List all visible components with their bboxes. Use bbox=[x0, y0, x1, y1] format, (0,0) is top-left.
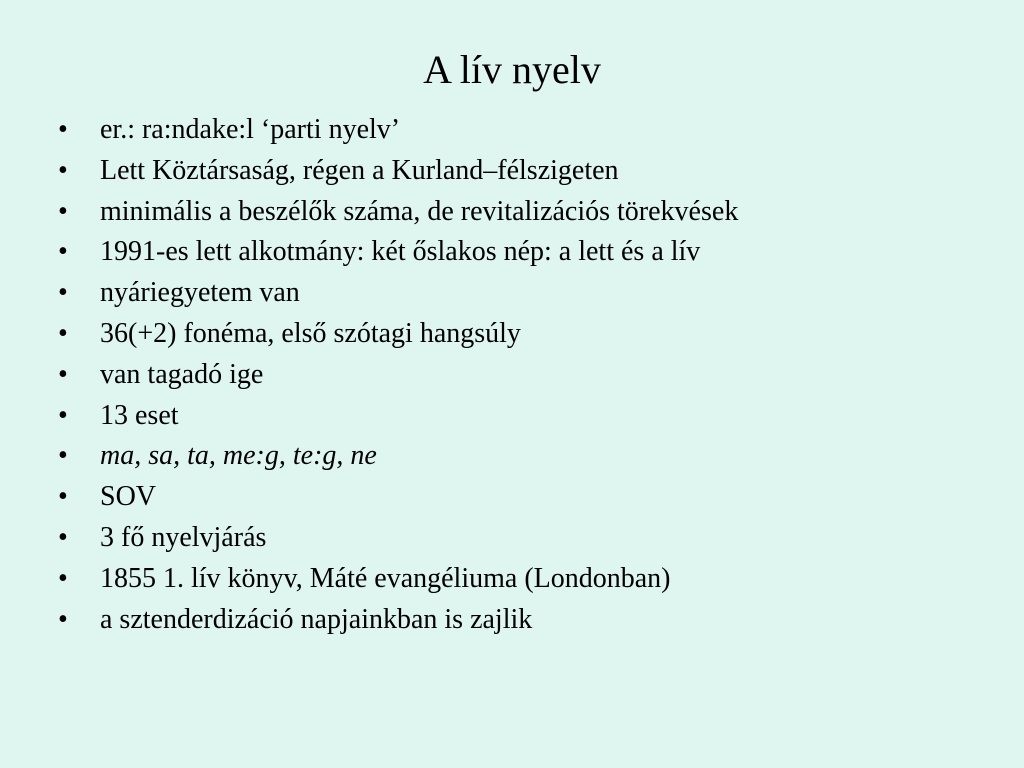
bullet-text: Lett Köztársaság, régen a Kurland–félszigeten bbox=[100, 154, 619, 186]
bullet-marker: • bbox=[58, 358, 68, 390]
bullet-text: 1855 1. lív könyv, Máté evangéliuma (Londonban) bbox=[100, 562, 671, 594]
bullet-text: er.: ra:ndake:l ‘parti nyelv’ bbox=[100, 114, 401, 145]
bullet-marker: • bbox=[58, 317, 68, 349]
bullet-item bbox=[58, 600, 988, 641]
bullet-item bbox=[58, 151, 988, 192]
bullet-text: 36(+2) fonéma, első szótagi hangsúly bbox=[100, 317, 521, 349]
bullet-item bbox=[58, 436, 988, 477]
bullet-marker: • bbox=[58, 399, 68, 431]
bullet-item bbox=[58, 192, 988, 233]
bullet-item bbox=[58, 355, 988, 396]
bullet-item bbox=[58, 110, 988, 151]
bullet-item bbox=[58, 232, 988, 273]
bullet-marker: • bbox=[58, 603, 68, 635]
bullet-marker: • bbox=[58, 236, 68, 268]
slide-title: A lív nyelv bbox=[423, 47, 601, 92]
bullet-item bbox=[58, 273, 988, 314]
bullet-text: SOV bbox=[100, 481, 157, 513]
bullet-item bbox=[58, 314, 988, 355]
bullet-item bbox=[58, 396, 988, 437]
bullet-marker: • bbox=[58, 440, 68, 472]
bullet-item bbox=[58, 559, 988, 600]
bullet-text: 13 eset bbox=[100, 399, 179, 431]
bullet-text: 1991-es lett alkotmány: két őslakos nép: a lett és a lív bbox=[100, 236, 701, 268]
bullet-marker: • bbox=[58, 481, 68, 513]
bullet-marker: • bbox=[58, 562, 68, 594]
bullet-text: 3 fő nyelvjárás bbox=[100, 521, 267, 553]
bullet-marker: • bbox=[58, 277, 68, 309]
bullet-marker: • bbox=[58, 521, 68, 553]
bullet-text: a sztenderdizáció napjainkban is zajlik bbox=[100, 603, 533, 635]
bullet-marker: • bbox=[58, 195, 68, 227]
bullet-text: nyáriegyetem van bbox=[100, 277, 300, 309]
bullet-item bbox=[58, 477, 988, 518]
bullet-text: van tagadó ige bbox=[100, 358, 264, 390]
bullet-list bbox=[58, 110, 988, 640]
bullet-marker: • bbox=[58, 154, 68, 186]
bullet-marker: • bbox=[58, 114, 68, 145]
bullet-text: minimális a beszélők száma, de revitalizációs törekvések bbox=[100, 195, 739, 227]
bullet-text: ma, sa, ta, me:g, te:g, ne bbox=[100, 440, 377, 472]
bullet-item bbox=[58, 518, 988, 559]
